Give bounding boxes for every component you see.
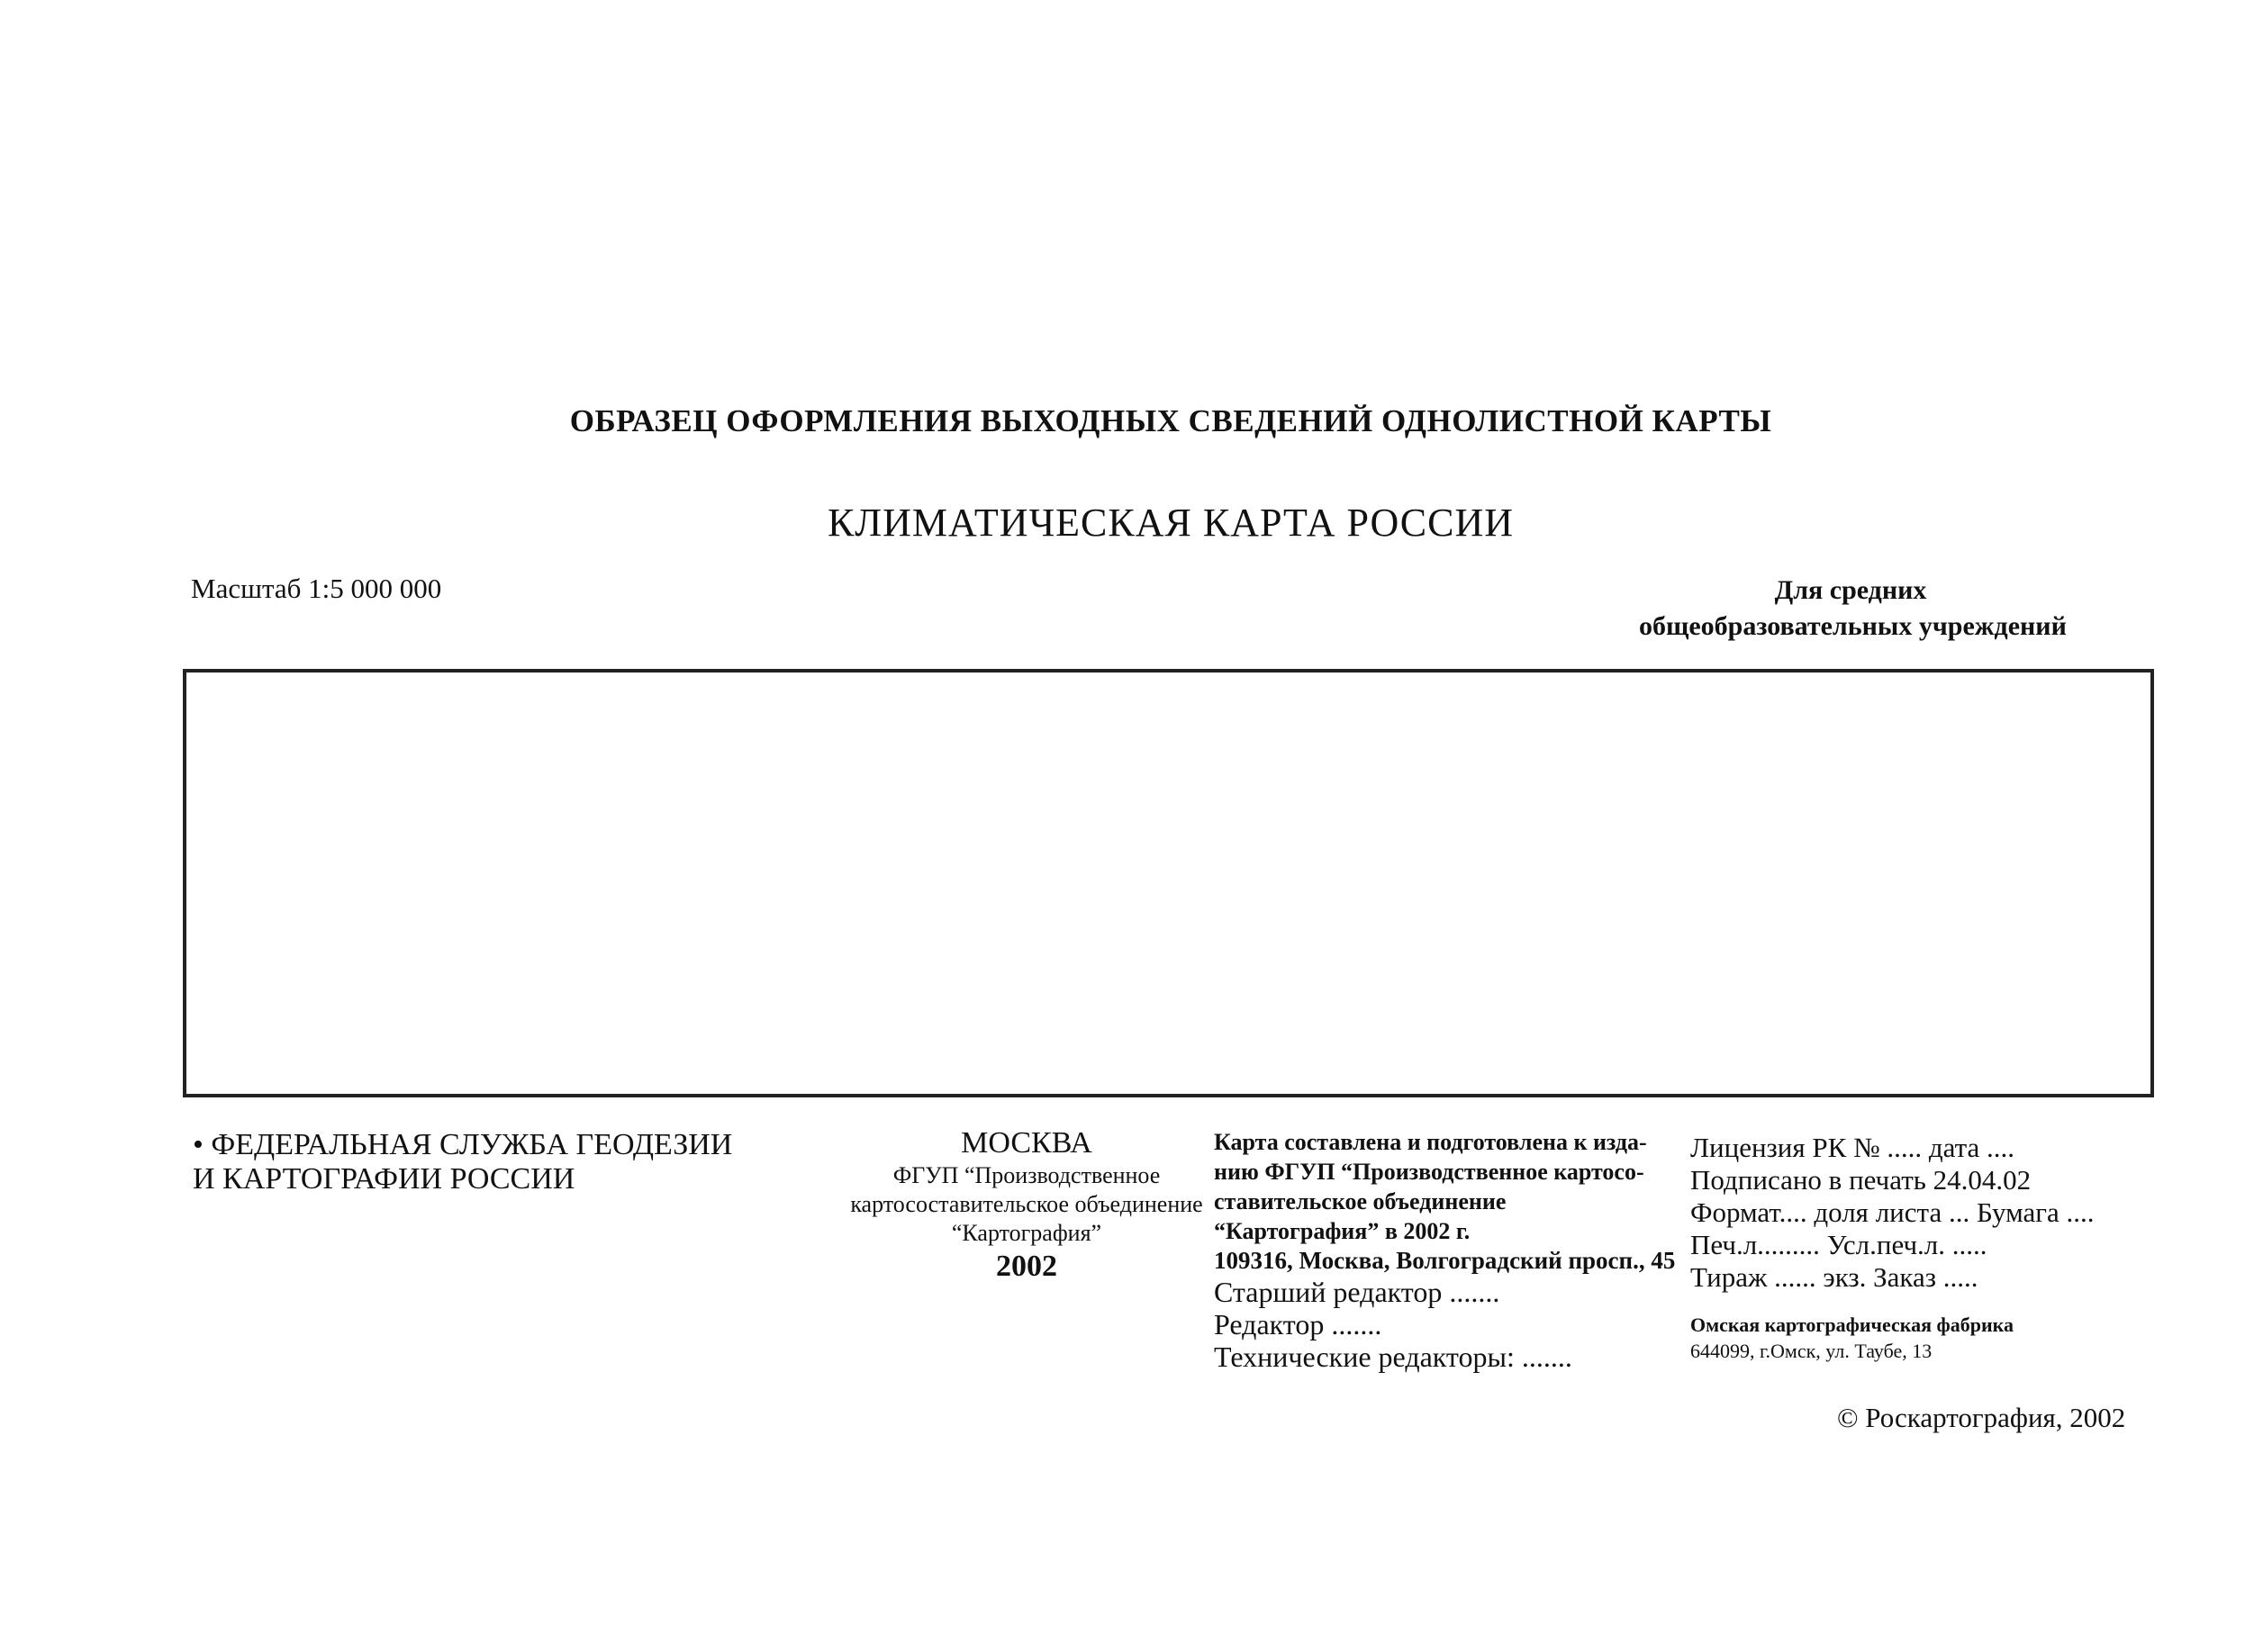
credits-line-1: Карта составлена и подготовлена к изда- (1214, 1129, 1647, 1155)
credits-line-2: нию ФГУП “Производственное картосо- (1214, 1159, 1644, 1185)
signed-line: Подписано в печать 24.04.02 (1690, 1164, 2032, 1196)
technical-editors: Технические редакторы: ....... (1214, 1341, 1572, 1373)
editor: Редактор ....... (1214, 1308, 1382, 1341)
document-heading: ОБРАЗЕЦ ОФОРМЛЕНИЯ ВЫХОДНЫХ СВЕДЕНИЙ ОДНОЛИСТНОЙ КАРТЫ (569, 403, 1772, 438)
audience-note (1639, 573, 2067, 645)
imprint-org-line-2: картосоставительское объединение (850, 1191, 1203, 1217)
audience-line-2: общеобразовательных учреждений (1639, 611, 2067, 641)
imprint-org-line-1: ФГУП “Производственное (892, 1162, 1161, 1188)
map-scale: Масштаб 1:5 000 000 (191, 573, 442, 604)
credits-block (1214, 1127, 1675, 1373)
map-frame (183, 669, 2154, 1097)
publisher-line-2: И КАРТОГРАФИИ РОССИИ (193, 1162, 575, 1196)
imprint-year: 2002 (996, 1250, 1057, 1283)
print-run-line: Тираж ...... экз. Заказ ..... (1690, 1261, 1978, 1293)
credits-address: 109316, Москва, Волгоградский просп., 45 (1214, 1247, 1676, 1274)
license-line: Лицензия РК № ..... дата .... (1690, 1132, 2015, 1163)
audience-line-1: Для средних (1774, 575, 1927, 605)
imprint-org-line-3: “Картография” (951, 1220, 1102, 1246)
credits-line-4: “Картография” в 2002 г. (1214, 1218, 1471, 1244)
publisher-block (193, 1128, 732, 1196)
copyright-notice: © Роскартография, 2002 (1837, 1402, 2126, 1433)
factory-name: Омская картографическая фабрика (1690, 1313, 2014, 1336)
publisher-line-1: • ФЕДЕРАЛЬНАЯ СЛУЖБА ГЕОДЕЗИИ (193, 1128, 733, 1161)
credits-line-3: ставительское объединение (1214, 1188, 1507, 1214)
imprint-city: МОСКВА (961, 1126, 1092, 1160)
senior-editor: Старший редактор ....... (1214, 1276, 1500, 1308)
sheets-line: Печ.л......... Усл.печ.л. ..... (1690, 1229, 1987, 1260)
map-title: КЛИМАТИЧЕСКАЯ КАРТА РОССИИ (827, 501, 1515, 545)
print-info-block (1690, 1132, 2094, 1364)
factory-address: 644099, г.Омск, ул. Таубе, 13 (1690, 1340, 1933, 1362)
format-line: Формат.... доля листа ... Бумага .... (1690, 1196, 2095, 1228)
